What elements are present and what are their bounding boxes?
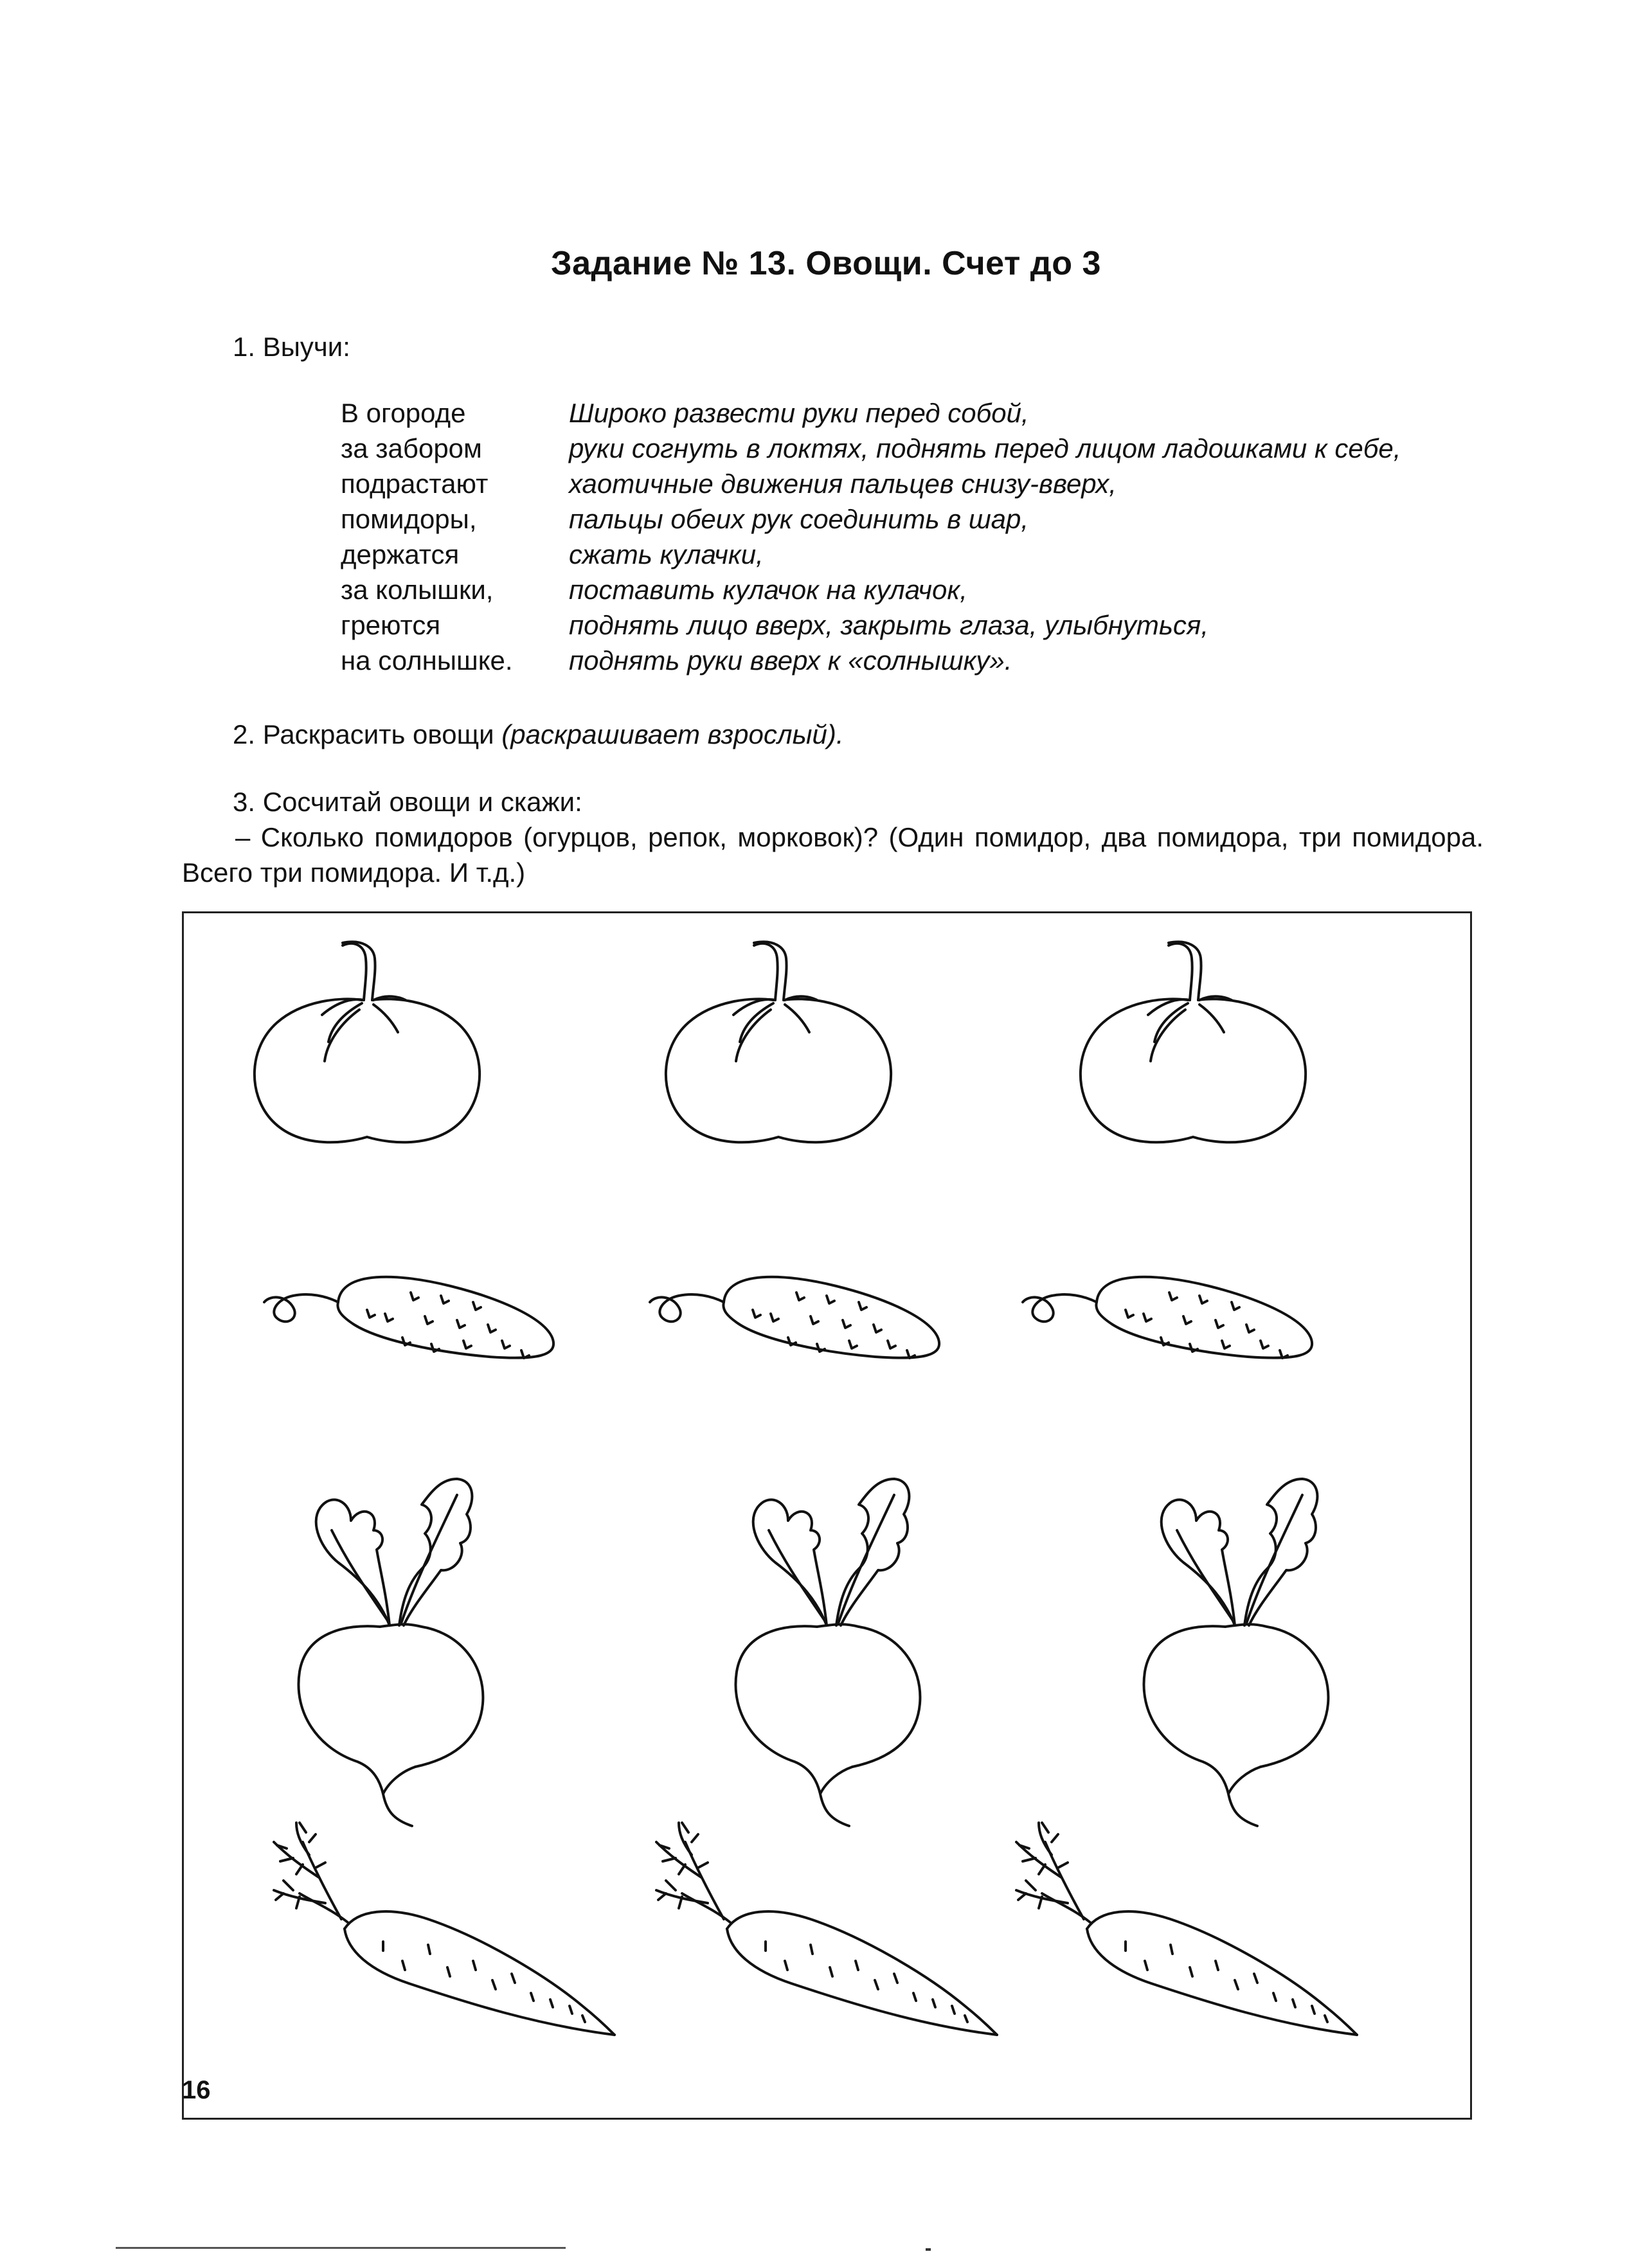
task1-label: 1. Выучи:	[233, 332, 350, 362]
turnip-icon	[735, 1479, 920, 1826]
footer-rule	[116, 2247, 566, 2249]
task2	[233, 717, 843, 752]
poem-line: помидоры,	[341, 504, 477, 534]
poem-gesture: поставить кулачок на кулачок,	[569, 575, 967, 605]
poem-line: греются	[341, 610, 441, 640]
page-title: Задание № 13. Овощи. Счет до 3	[551, 245, 1101, 282]
poem-gesture: поднять лицо вверх, закрыть глаза, улыбнуться,	[569, 610, 1209, 640]
footer-mark	[926, 2248, 931, 2251]
carrot-row	[274, 1823, 1357, 2035]
poem-row	[341, 395, 1401, 431]
poem-line: подрастают	[341, 469, 489, 499]
task3-label: 3. Сосчитай овощи и скажи:	[233, 787, 582, 817]
cucumber-row	[264, 1277, 1312, 1358]
cucumber-icon	[1023, 1277, 1312, 1358]
poem-gesture: хаотичные движения пальцев снизу-вверх,	[569, 469, 1117, 499]
poem-gesture: Широко развести руки перед собой,	[569, 398, 1029, 428]
carrot-icon	[274, 1823, 615, 2035]
vegetables-illustration	[182, 911, 1472, 2120]
vegetables-drawing	[184, 913, 1470, 2118]
turnip-icon	[298, 1479, 483, 1826]
poem-row	[341, 466, 1401, 501]
poem-gesture: поднять руки вверх к «солнышку».	[569, 645, 1012, 675]
tomato-icon	[1081, 942, 1306, 1142]
cucumber-icon	[650, 1277, 939, 1358]
poem-row	[341, 501, 1401, 537]
task2-label: 2. Раскрасить овощи	[233, 719, 494, 749]
poem-gesture: руки согнуть в локтях, поднять перед лицом ладошками к себе,	[569, 433, 1401, 463]
carrot-icon	[656, 1823, 997, 2035]
task2-note: (раскрашивает взрослый).	[501, 719, 844, 749]
poem-line: за колышки,	[341, 575, 494, 605]
poem-row	[341, 607, 1401, 643]
cucumber-icon	[264, 1277, 553, 1358]
poem-gesture: пальцы обеих рук соединить в шар,	[569, 504, 1029, 534]
task3-question: – Сколько помидоров (огурцов, репок, морковок)? (Один помидор, два помидора, три помидора. Всего три помидора. И т.д.)	[182, 822, 1484, 888]
poem-row	[341, 537, 1401, 572]
poem-table	[341, 395, 1401, 678]
poem-gesture: сжать кулачки,	[569, 539, 764, 569]
tomato-icon	[255, 942, 480, 1142]
poem-row	[341, 572, 1401, 607]
turnip-row	[298, 1479, 1328, 1826]
poem-line: держатся	[341, 539, 460, 569]
page-number: 16	[182, 2076, 211, 2104]
poem-line: В огороде	[341, 398, 466, 428]
poem-row	[341, 643, 1401, 678]
poem-line: за забором	[341, 433, 482, 463]
poem-line: на солнышке.	[341, 645, 513, 675]
tomato-row	[255, 942, 1306, 1142]
poem-row	[341, 431, 1401, 466]
turnip-icon	[1144, 1479, 1328, 1826]
task3	[182, 784, 1484, 890]
tomato-icon	[666, 942, 891, 1142]
carrot-icon	[1016, 1823, 1357, 2035]
